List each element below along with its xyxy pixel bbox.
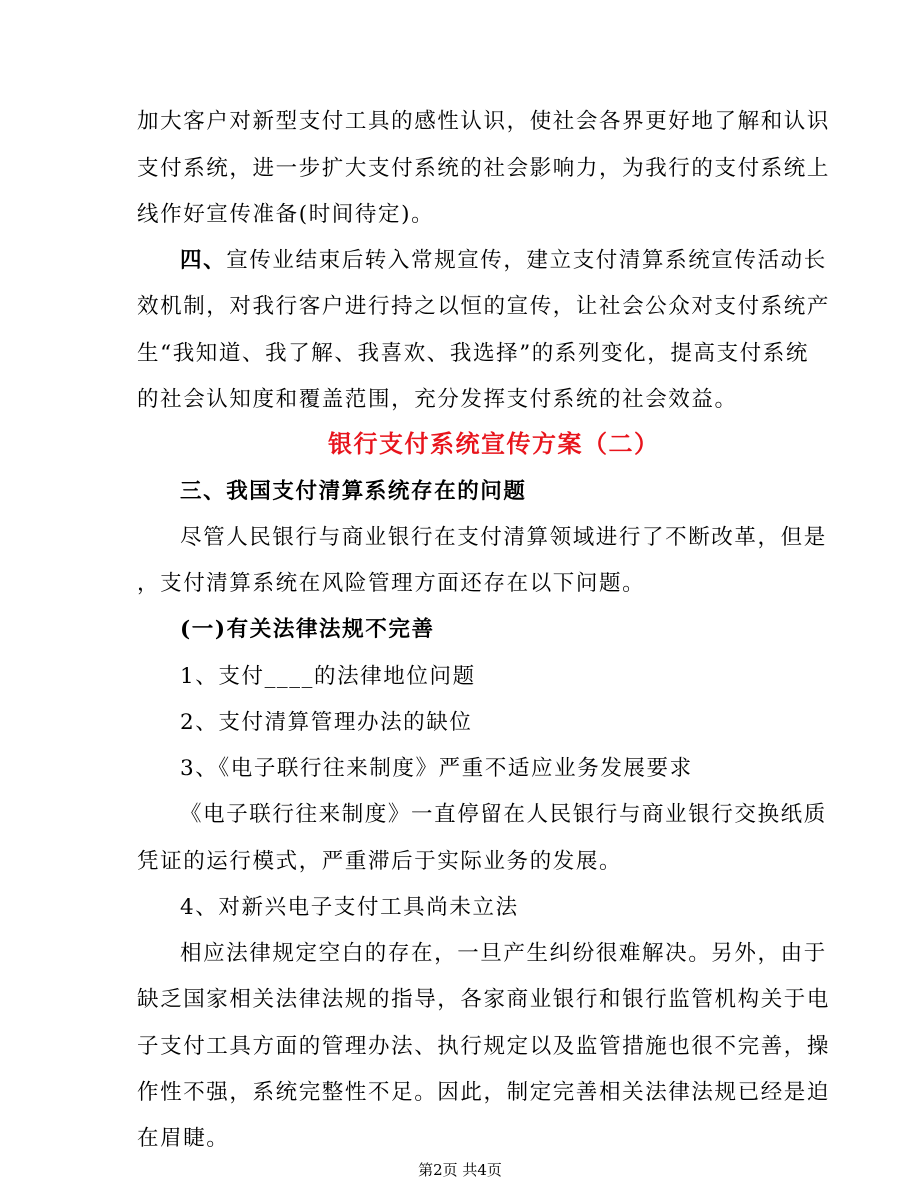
list-item: 3、《电子联行往来制度》严重不适应业务发展要求 bbox=[180, 756, 693, 781]
paragraph-line: 尽管人民银行与商业银行在支付清算领域进行了不断改革，但是 bbox=[180, 525, 827, 550]
paragraph-line: 作性不强，系统完整性不足。因此，制定完善相关法律法规已经是迫 bbox=[137, 1080, 831, 1105]
paragraph-line: ，支付清算系统在风险管理方面还存在以下问题。 bbox=[137, 571, 646, 596]
paragraph-line: 加大客户对新型支付工具的感性认识，使社会各界更好地了解和认识 bbox=[137, 109, 831, 134]
paragraph-line: 《电子联行往来制度》一直停留在人民银行与商业银行交换纸质 bbox=[180, 802, 827, 827]
paragraph-line: 支付系统，进一步扩大支付系统的社会影响力，为我行的支付系统上 bbox=[137, 156, 831, 181]
paragraph-line: 缺乏国家相关法律法规的指导，各家商业银行和银行监管机构关于电 bbox=[137, 987, 831, 1012]
list-item: 2、支付清算管理办法的缺位 bbox=[180, 710, 473, 735]
paragraph-line: 子支付工具方面的管理办法、执行规定以及监管措施也很不完善，操 bbox=[137, 1034, 831, 1059]
paragraph-line: 线作好宣传准备(时间待定)。 bbox=[137, 202, 435, 227]
paragraph-line: 生“我知道、我了解、我喜欢、我选择”的系列变化，提高支付系统 bbox=[137, 341, 809, 366]
list-item: 4、对新兴电子支付工具尚未立法 bbox=[180, 895, 519, 920]
paragraph-line: 的社会认知度和覆盖范围，充分发挥支付系统的社会效益。 bbox=[137, 387, 738, 412]
paragraph-line: 在眉睫。 bbox=[137, 1126, 230, 1151]
heading-three: 三、我国支付清算系统存在的问题 bbox=[180, 479, 527, 504]
list-item: 1、支付____的法律地位问题 bbox=[180, 664, 476, 689]
sub-heading-one: (一)有关法律法规不完善 bbox=[180, 617, 435, 642]
paragraph-four-text: 宣传业结束后转入常规宣传，建立支付清算系统宣传活动长 bbox=[226, 248, 827, 273]
paragraph-line: 凭证的运行模式，严重滞后于实际业务的发展。 bbox=[137, 849, 623, 874]
paragraph-four-label: 四、 bbox=[180, 248, 227, 273]
paragraph-four-first-line bbox=[180, 247, 827, 275]
paragraph-line: 效机制，对我行客户进行持之以恒的宣传，让社会公众对支付系统产 bbox=[137, 294, 831, 319]
page-footer: 第2页 共4页 bbox=[418, 1161, 502, 1179]
paragraph-line: 相应法律规定空白的存在，一旦产生纠纷很难解决。另外，由于 bbox=[180, 941, 827, 966]
section-title: 银行支付系统宣传方案（二） bbox=[328, 429, 660, 458]
